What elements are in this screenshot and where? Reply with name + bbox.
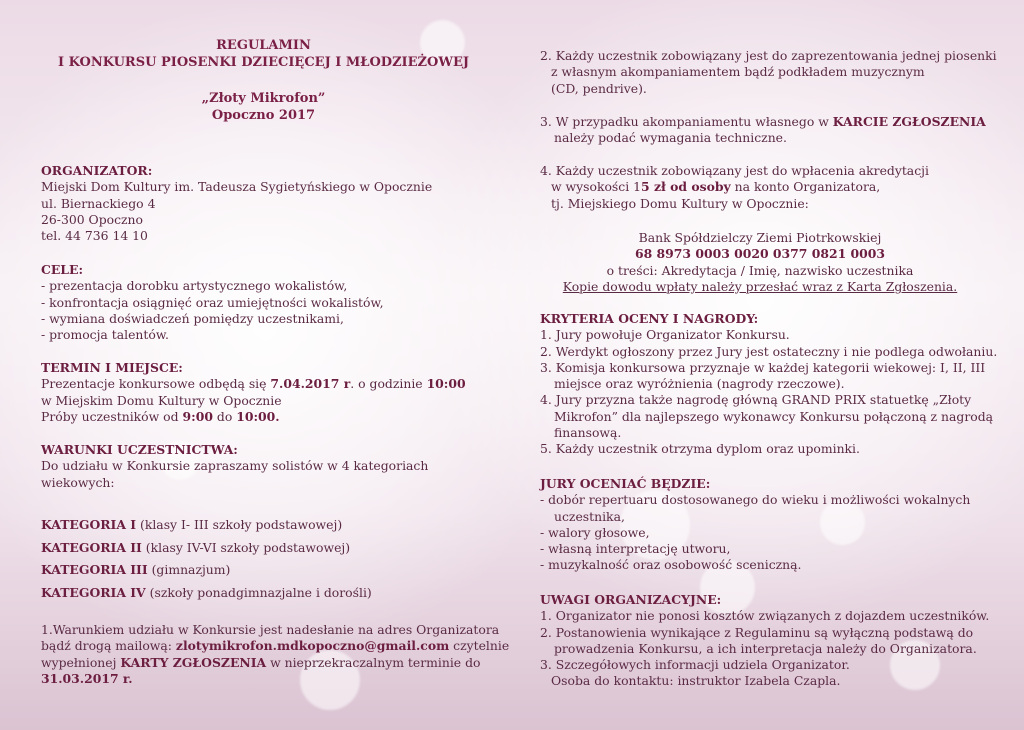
rule-text: w wysokości 1 bbox=[551, 179, 642, 195]
organizer-title: ORGANIZATOR: bbox=[41, 163, 153, 178]
organizer-line: tel. 44 736 14 10 bbox=[41, 228, 148, 244]
payment-proof-note: Kopie dowodu wpłaty należy przesłać wraz z Karta Zgłoszenia. bbox=[562, 278, 958, 294]
rule-line: 1.Warunkiem udziału w Konkursie jest nadesłanie na adres Organizatora bbox=[41, 622, 500, 637]
remarks-item: 1. Organizator nie ponosi kosztów związanych z dojazdem uczestników. bbox=[540, 608, 990, 624]
contest-name: „Złoty Mikrofon” bbox=[201, 91, 326, 106]
deadline-date: 31.03.2017 r. bbox=[41, 670, 133, 686]
category-desc: (szkoły ponadgimnazjalne i dorośli) bbox=[145, 584, 372, 600]
category-desc: (klasy IV-VI szkoły podstawowej) bbox=[141, 539, 351, 555]
rule-3 bbox=[540, 114, 986, 147]
rule-line bbox=[540, 114, 986, 130]
organizer-line: ul. Biernackiego 4 bbox=[41, 195, 156, 211]
rehearsal-start: 9:00 bbox=[182, 408, 213, 424]
remarks-item: prowadzenia Konkursu, a ich interpretacja należy do Organizatora. bbox=[554, 640, 977, 656]
criteria-item: 5. Każdy uczestnik otrzyma dyplom oraz upominki. bbox=[540, 441, 860, 457]
rule-4 bbox=[540, 163, 929, 212]
criteria-section bbox=[540, 311, 997, 458]
rule-text: czytelnie bbox=[449, 638, 510, 654]
event-date: 7.04.2017 r bbox=[270, 376, 351, 392]
term-text: . o godzinie bbox=[350, 376, 427, 392]
document-header bbox=[41, 37, 486, 124]
goals-section bbox=[41, 262, 384, 343]
header-title: REGULAMIN bbox=[216, 38, 311, 53]
rule-text: 3. W przypadku akompaniamentu własnego w bbox=[540, 114, 833, 129]
category-name: KATEGORIA III bbox=[41, 562, 148, 577]
transfer-title: o treści: Akredytacja / Imię, nazwisko uczestnika bbox=[606, 262, 914, 278]
rule-text: w nieprzekraczalnym terminie do bbox=[266, 654, 481, 670]
term-section bbox=[41, 360, 466, 425]
remarks-item: Osoba do kontaktu: instruktor Izabela Czapla. bbox=[551, 673, 841, 689]
criteria-title: KRYTERIA OCENY I NAGRODY: bbox=[540, 311, 759, 326]
goal-item: - wymiana doświadczeń pomiędzy uczestnikami, bbox=[41, 310, 344, 326]
goal-item: - promocja talentów. bbox=[41, 327, 169, 343]
jury-item: - dobór repertuaru dostosowanego do wieku i możliwości wokalnych bbox=[540, 492, 971, 508]
criteria-item: Mikrofon” dla najlepszego wykonawcy Konkursu połączoną z nagrodą bbox=[554, 408, 994, 424]
term-line: w Miejskim Domu Kultury w Opocznie bbox=[41, 392, 282, 408]
category-item bbox=[41, 514, 372, 537]
remarks-title: UWAGI ORGANIZACYJNE: bbox=[540, 592, 722, 607]
event-time: 10:00 bbox=[426, 376, 466, 392]
contest-place-year: Opoczno 2017 bbox=[211, 108, 316, 123]
organizer-section bbox=[41, 163, 432, 244]
category-item bbox=[41, 559, 372, 582]
term-title: TERMIN I MIEJSCE: bbox=[41, 360, 183, 375]
rule-line: (CD, pendrive). bbox=[551, 80, 647, 96]
goals-title: CELE: bbox=[41, 262, 84, 277]
categories-list bbox=[41, 514, 372, 604]
rule-line bbox=[41, 655, 509, 671]
jury-section bbox=[540, 476, 970, 574]
rule-text: wypełnionej bbox=[41, 654, 121, 670]
rule-line: 4. Każdy uczestnik zobowiązany jest do wpłacenia akredytacji bbox=[540, 163, 929, 178]
category-item bbox=[41, 537, 372, 560]
conditions-line: wiekowych: bbox=[41, 474, 115, 490]
rule-line: z własnym akompaniamentem bądź podkładem muzycznym bbox=[551, 64, 925, 80]
term-text: Prezentacje konkursowe odbędą się bbox=[41, 376, 271, 392]
form-name: KARTY ZGŁOSZENIA bbox=[120, 654, 267, 670]
rule-2 bbox=[540, 48, 997, 97]
goal-item: - prezentacja dorobku artystycznego wokalistów, bbox=[41, 278, 348, 294]
category-name: KATEGORIA II bbox=[41, 539, 142, 555]
rule-text: na konto Organizatora, bbox=[730, 179, 881, 195]
criteria-item: 3. Komisja konkursowa przyznaje w każdej kategorii wiekowej: I, II, III bbox=[540, 359, 986, 375]
criteria-item: 4. Jury przyzna także nagrodę główną GRAND PRIX statuetkę „Złoty bbox=[540, 392, 972, 408]
criteria-item: 1. Jury powołuje Organizator Konkursu. bbox=[540, 327, 790, 343]
rule-line bbox=[41, 638, 509, 654]
category-desc: (klasy I- III szkoły podstawowej) bbox=[136, 517, 343, 532]
remarks-item: 3. Szczegółowych informacji udziela Organizator. bbox=[540, 657, 850, 673]
contact-email-link[interactable]: zlotymikrofon.mdkopoczno@gmail.com bbox=[175, 638, 450, 654]
bank-details bbox=[540, 230, 980, 295]
criteria-item: miejsce oraz wyróżnienia (nagrody rzeczowe). bbox=[554, 376, 845, 392]
term-line bbox=[41, 409, 466, 425]
remarks-section bbox=[540, 592, 989, 690]
rule-line bbox=[540, 179, 929, 195]
header-subtitle: I KONKURSU PIOSENKI DZIECIĘCEJ I MŁODZIEŻOWEJ bbox=[57, 55, 470, 70]
organizer-line: Miejski Dom Kultury im. Tadeusza Sygietyńskiego w Opocznie bbox=[41, 179, 433, 195]
criteria-item: finansową. bbox=[554, 425, 622, 441]
organizer-line: 26-300 Opoczno bbox=[41, 211, 143, 227]
jury-title: JURY OCENIAĆ BĘDZIE: bbox=[540, 476, 711, 491]
criteria-item: 2. Werdykt ogłoszony przez Jury jest ostateczny i nie podlega odwołaniu. bbox=[540, 343, 998, 359]
rehearsal-end: 10:00. bbox=[236, 408, 280, 424]
category-name: KATEGORIA I bbox=[41, 517, 137, 532]
bank-name: Bank Spółdzielczy Ziemi Piotrkowskiej bbox=[638, 230, 882, 245]
form-name: KARCIE ZGŁOSZENIA bbox=[832, 114, 986, 129]
jury-item: - walory głosowe, bbox=[540, 524, 650, 540]
rule-line: 2. Każdy uczestnik zobowiązany jest do zaprezentowania jednej piosenki bbox=[540, 48, 997, 63]
category-name: KATEGORIA IV bbox=[41, 584, 146, 600]
bank-account-number: 68 8973 0003 0020 0377 0821 0003 bbox=[634, 246, 886, 262]
category-desc: (gimnazjum) bbox=[147, 562, 231, 577]
category-item bbox=[41, 582, 372, 605]
term-text: do bbox=[212, 408, 237, 424]
conditions-line: Do udziału w Konkursie zapraszamy solistów w 4 kategoriach bbox=[41, 458, 429, 474]
remarks-item: 2. Postanowienia wynikające z Regulaminu są wyłączną podstawą do bbox=[540, 624, 974, 640]
goal-item: - konfrontacja osiągnięć oraz umiejętności wokalistów, bbox=[41, 294, 384, 310]
rule-1 bbox=[41, 622, 509, 687]
rule-line: należy podać wymagania techniczne. bbox=[554, 130, 787, 146]
term-line bbox=[41, 376, 466, 392]
rule-text: bądź drogą mailową: bbox=[41, 638, 176, 654]
conditions-section bbox=[41, 442, 428, 491]
jury-item: - własną interpretację utworu, bbox=[540, 541, 731, 557]
term-text: Próby uczestników od bbox=[41, 408, 183, 424]
fee-amount: 5 zł od osoby bbox=[641, 179, 731, 195]
rule-line: tj. Miejskiego Domu Kultury w Opocznie: bbox=[551, 195, 809, 211]
jury-item: uczestnika, bbox=[554, 508, 625, 524]
jury-item: - muzykalność oraz osobowość sceniczną. bbox=[540, 557, 802, 573]
conditions-title: WARUNKI UCZESTNICTWA: bbox=[41, 442, 238, 457]
